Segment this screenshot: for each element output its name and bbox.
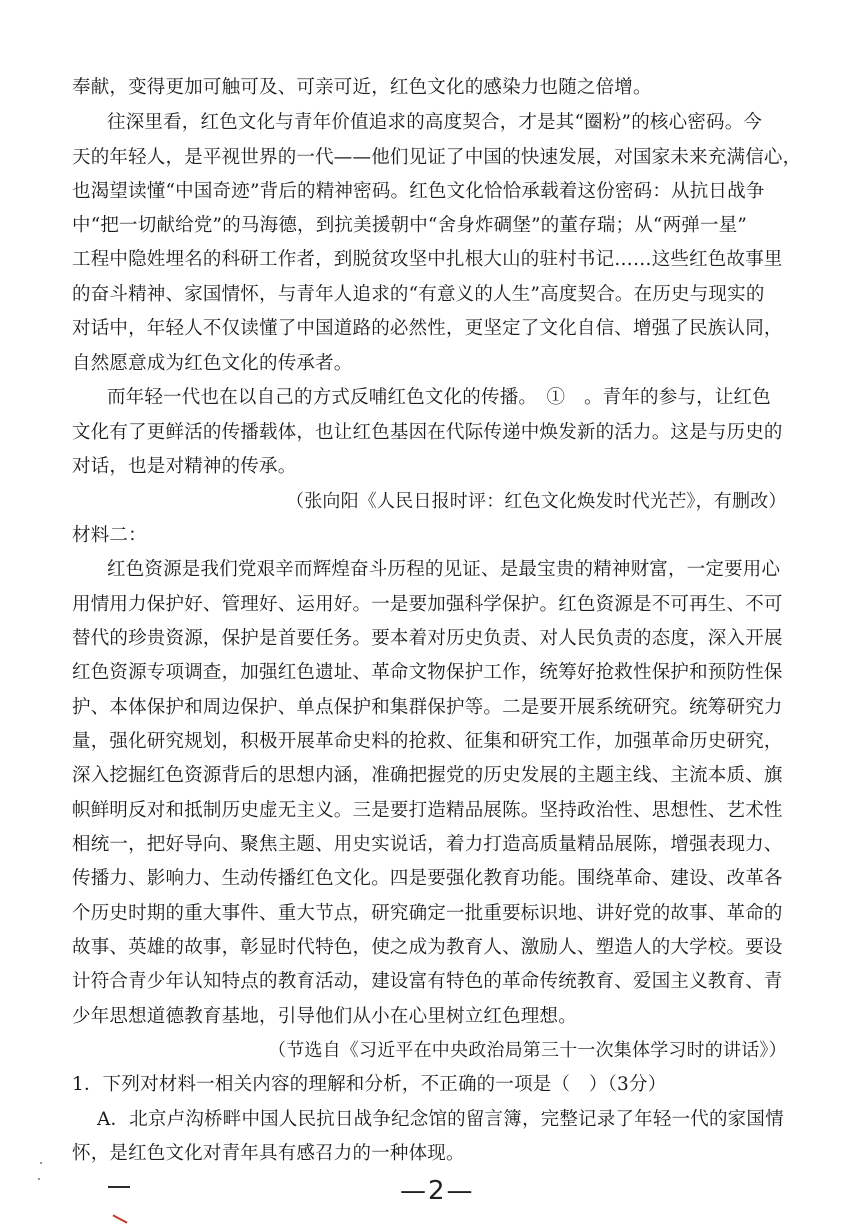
option-a-line: 怀，是红色文化对青年具有感召力的一种体现。 xyxy=(72,1143,465,1164)
scan-dot xyxy=(38,1178,40,1180)
paragraph-line: 个历史时期的重大事件、重大节点，研究确定一批重要标识地、讲好党的故事、革命的 xyxy=(72,903,783,924)
paragraph-line: 对话中，年轻人不仅读懂了中国道路的必然性，更坚定了文化自信、增强了民族认同， xyxy=(72,318,783,339)
paragraph-line: 往深里看，红色文化与青年价值追求的高度契合，才是其“圈粉”的核心密码。今 xyxy=(107,112,763,133)
paragraph-line: 用情用力保护好、管理好、运用好。一是要加强科学保护。红色资源是不可再生、不可 xyxy=(72,594,783,615)
paragraph-line: 对话，也是对精神的传承。 xyxy=(72,456,297,477)
paragraph-line: 替代的珍贵资源，保护是首要任务。要本着对历史负责、对人民负责的态度，深入开展 xyxy=(72,628,783,649)
paragraph-line: 中“把一切献给党”的马海德，到抗美援朝中“舍身炸碉堡”的董存瑞；从“两弹一星” xyxy=(72,215,748,236)
source-citation: （节选自《习近平在中央政治局第三十一次集体学习时的讲话》） xyxy=(268,1040,787,1061)
red-pen-mark xyxy=(112,1214,127,1223)
paragraph-line: 天的年轻人，是平视世界的一代——他们见证了中国的快速发展，对国家未来充满信心， xyxy=(72,147,802,168)
pen-mark xyxy=(108,1186,130,1188)
paragraph-line: 自然愿意成为红色文化的传承者。 xyxy=(72,353,353,374)
paragraph-line: 传播力、影响力、生动传播红色文化。四是要强化教育功能。围绕革命、建设、改革各 xyxy=(72,868,783,889)
paragraph-line: 也渴望读懂“中国奇迹”背后的精神密码。红色文化恰恰承载着这份密码：从抗日战争 xyxy=(72,181,765,202)
page-number: —2— xyxy=(400,1176,475,1206)
section-label: 材料二： xyxy=(72,525,147,546)
scan-dot xyxy=(40,1162,42,1164)
paragraph-line: 的奋斗精神、家国情怀，与青年人追求的“有意义的人生”高度契合。在历史与现实的 xyxy=(72,284,765,305)
paragraph-line: 少年思想道德教育基地，引导他们从小在心里树立红色理想。 xyxy=(72,1006,577,1027)
source-citation: （张向阳《人民日报时评：红色文化焕发时代光芒》，有删改） xyxy=(286,491,787,512)
paragraph-line: 而年轻一代也在以自己的方式反哺红色文化的传播。 ① 。青年的参与，让红色 xyxy=(107,387,771,408)
paragraph-line: 红色资源是我们党艰辛而辉煌奋斗历程的见证、是最宝贵的精神财富，一定要用心 xyxy=(107,559,781,580)
option-a-line: A．北京卢沟桥畔中国人民抗日战争纪念馆的留言簿，完整记录了年轻一代的家国情 xyxy=(97,1109,784,1130)
paragraph-line: 红色资源专项调查，加强红色遗址、革命文物保护工作，统筹好抢救性保护和预防性保 xyxy=(72,662,783,683)
paragraph-line: 计符合青少年认知特点的教育活动，建设富有特色的革命传统教育、爱国主义教育、青 xyxy=(72,971,783,992)
paragraph-line: 量，强化研究规划，积极开展革命史料的抢救、征集和研究工作，加强革命历史研究， xyxy=(72,731,783,752)
paragraph-line: 相统一，把好导向、聚焦主题、用史实说话，着力打造高质量精品展陈，增强表现力、 xyxy=(72,834,783,855)
paragraph-line: 深入挖掘红色资源背后的思想内涵，准确把握党的历史发展的主题主线、主流本质、旗 xyxy=(72,765,783,786)
paragraph-line: 工程中隐姓埋名的科研工作者，到脱贫攻坚中扎根大山的驻村书记……这些红色故事里 xyxy=(72,249,783,270)
paragraph-line: 文化有了更鲜活的传播载体，也让红色基因在代际传递中焕发新的活力。这是与历史的 xyxy=(72,422,783,443)
question-stem: 1．下列对材料一相关内容的理解和分析，不正确的一项是（ ）（3分） xyxy=(72,1074,667,1095)
paragraph-line: 奉献，变得更加可触可及、可亲可近，红色文化的感染力也随之倍增。 xyxy=(72,77,652,98)
paragraph-line: 故事、英雄的故事，彰显时代特色，使之成为教育人、激励人、塑造人的大学校。要设 xyxy=(72,937,783,958)
paragraph-line: 护、本体保护和周边保护、单点保护和集群保护等。二是要开展系统研究。统筹研究力 xyxy=(72,697,783,718)
paragraph-line: 帜鲜明反对和抵制历史虚无主义。三是要打造精品展陈。坚持政治性、思想性、艺术性 xyxy=(72,800,783,821)
